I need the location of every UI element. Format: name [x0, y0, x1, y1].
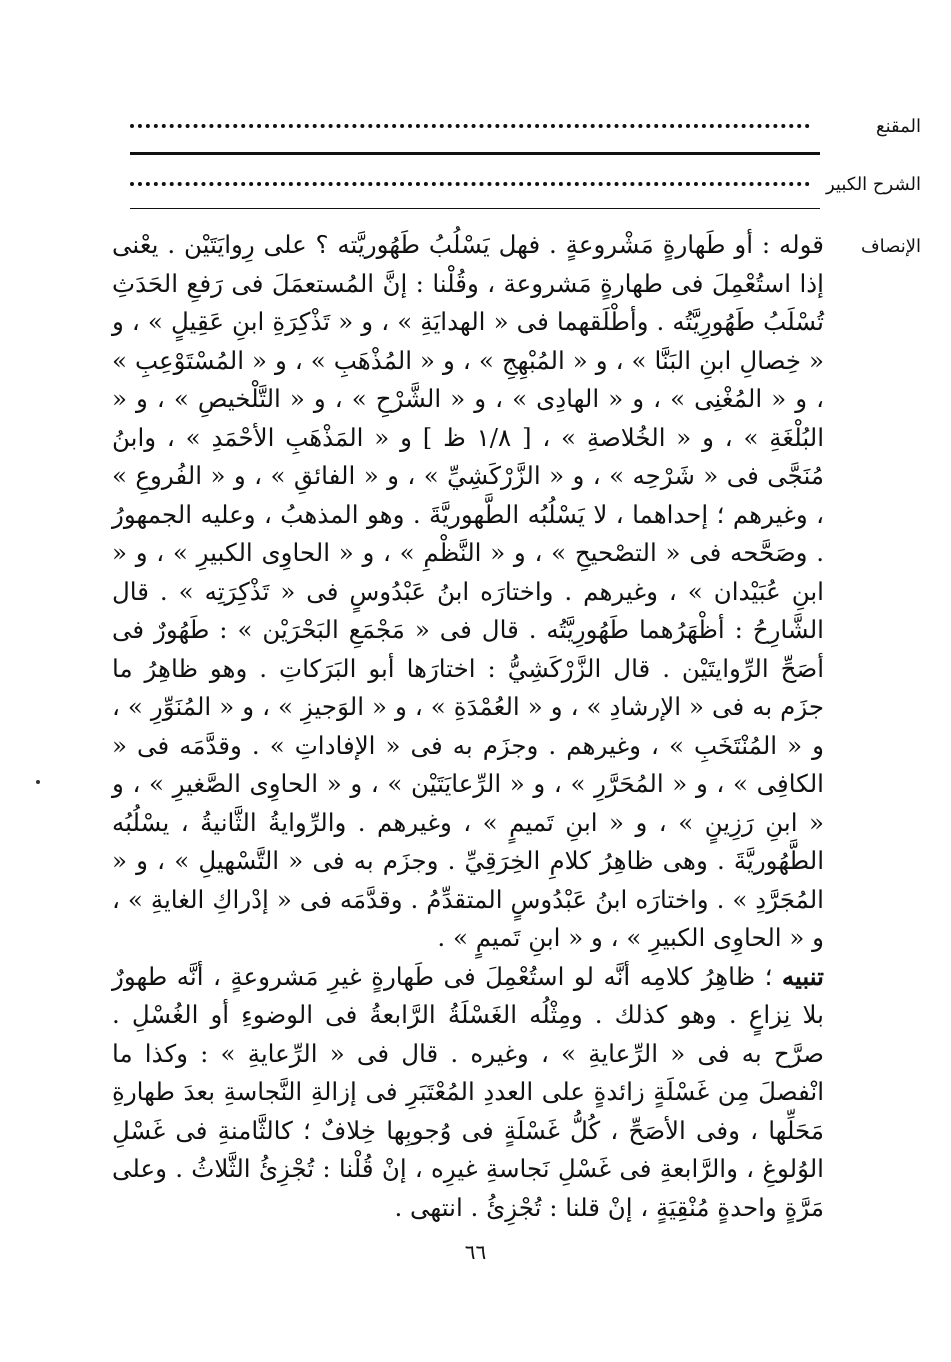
insaf-paragraph-2 — [112, 958, 824, 1228]
label-muqni: المقنع — [875, 116, 921, 137]
dotted-placeholder-sharh — [130, 182, 810, 186]
dotted-placeholder-muqni — [130, 124, 810, 128]
section-rule-thick — [130, 152, 820, 155]
insaf-paragraph-1: قوله : أو طَهارةٍ مَشْروعةٍ . فهل يَسْلُبُ طَهُوريَّته ؟ على رِوايَتَيْن . يعْنى إذا استُعْمِلَ فى طهارةٍ مَشروعة ، وقُلْنا : إنَّ المُستعمَلَ فى رَفعِ الحَدَثِ تُسْلَبُ طَهُورِيَّتُه . وأطْلَقهما فى « الهدايَةِ » ، و « تَذْكِرَةِ ابنِ عَقِيلٍ » ، و « خِصالِ ابنِ البَنَّا » ، و « المُبْهِجِ » ، و « المُذْهَبِ » ، و « المُسْتَوْعِبِ » ، و « المُغْنِى » ، و « الهادِى » ، و « الشَّرْحِ » ، و « التَّلْخيصِ » ، و « البُلْغَةِ » ، و « الخُلاصةِ » ، [ ١/٨ ظ ] و « المَذْهَبِ الأحْمَدِ » ، وابنُ مُنَجَّى فى « شَرْحِه » ، و « الزَّرْكَشِيِّ » ، و « الفائقِ » ، و « الفُروعِ » ، وغيرهم ؛ إحداهما ، لا يَسْلُبُه الطَّهوريَّةَ . وهو المذهبُ ، وعليه الجمهورُ . وصَحَّحه فى « التصْحيحِ » ، و « النَّظْمِ » ، و « الحاوِى الكبيرِ » ، و « ابنِ عُبَيْدان » ، وغيرهم . واختارَه ابنُ عَبْدُوسٍ فى « تَذْكِرَتِه » . قال الشَّارِحُ : أظْهَرُهما طَهُورِيَّتُه . قال فى « مَجْمَعِ البَحْرَيْن » : طَهُورٌ فى أصَحِّ الرِّوايتَيْن . قال الزَّرْكَشِيُّ : اختارَها أبو البَرَكاتِ . وهو ظاهِرُ ما جزَم به فى « الإرشادِ » ، و « العُمْدَةِ » ، و « الوَجيزِ » ، و « المُنَوِّرِ » ، و « المُنْتَخَبِ » ، وغيرهم . وجزَم به فى « الإفاداتِ » . وقدَّمَه فى « الكافِى » ، و « المُحَرَّرِ » ، و « الرِّعايَتَيْن » ، و « الحاوِى الصَّغيرِ » ، و « ابنِ رَزِينٍ » ، و « ابنِ تَميمٍ » ، وغيرهم . والرِّوايةُ الثَّانيةُ ، يسْلُبُه الطَّهُوريَّةَ . وهى ظاهِرُ كلامِ الخِرَقِيِّ . وجزَم به فى « التَّسْهيلِ » ، و « المُجَرَّدِ » . واختارَه ابنُ عَبْدُوسٍ المتقدِّمُ . وقدَّمَه فى « إدْراكِ الغايةِ » ، و « الحاوِى الكبيرِ » ، و « ابنِ تَميمٍ » . — [112, 230, 825, 952]
tanbih-text: ؛ ظاهِرُ كلامِه أنَّه لو استُعْمِلَ فى طَهارةٍ غيرِ مَشروعةٍ ، أنَّه طهورٌ بلا نِزاعٍ . وهو كذلك . ومِثْلُه الغَسْلَةُ الرَّابعةُ فى الوضوءِ أو الغُسْلِ . صرَّح به فى « الرِّعايةِ » ، وغيره . قال فى « الرِّعايةِ » : وكذا ما انْفصلَ مِن غَسْلَةٍ زائدةٍ على العددِ المُعْتَبَرِ فى إزالةِ النَّجاسةِ بعدَ طهارةِ مَحَلِّها ، وفى الأصَحِّ ، كُلُّ غَسْلَةٍ فى وُجوبِها خِلافٌ ؛ كالثَّامنةِ فى غَسْلِ الوُلوغِ ، والرَّابعةِ فى غَسْلِ نَجاسةِ غيرِه ، إنْ قُلْنا : تُجْزِئُ الثَّلاثُ . وعلى مَرَّةٍ واحدةٍ مُنْقِيَةٍ ، إنْ قلنا : تُجْزِئُ . انتهى . — [112, 961, 824, 1222]
label-insaf: الإنصاف — [860, 236, 921, 257]
insaf-text-block — [112, 226, 824, 1227]
tanbih-label: تنبيه — [781, 961, 824, 991]
section-rule-thin — [130, 208, 820, 209]
margin-speck — [36, 780, 40, 784]
page-number: ٦٦ — [464, 1240, 487, 1264]
label-sharh-kabir: الشرح الكبير — [825, 174, 921, 195]
